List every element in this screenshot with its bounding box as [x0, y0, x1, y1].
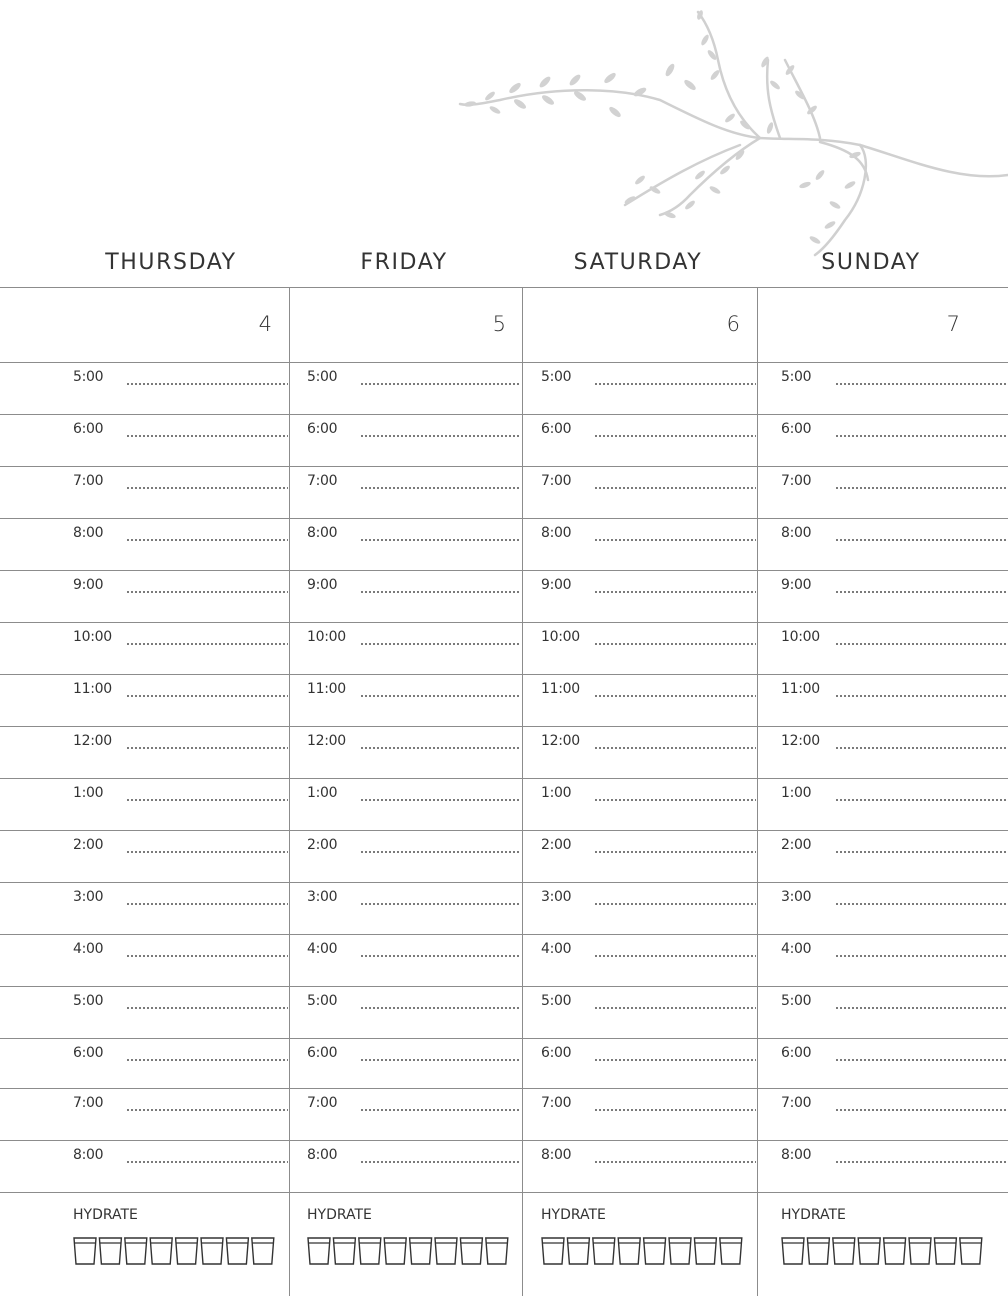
hydrate-label: HYDRATE [73, 1207, 138, 1223]
time-label: 6:00 [541, 421, 572, 437]
time-label: 7:00 [307, 1095, 338, 1111]
entry-line-saturday-2[interactable] [594, 487, 756, 489]
row-divider [0, 986, 1008, 987]
time-label: 9:00 [307, 577, 338, 593]
entry-line-friday-12[interactable] [360, 1007, 521, 1009]
entry-line-sunday-3[interactable] [835, 539, 1007, 541]
water-glass-icon[interactable] [333, 1238, 355, 1264]
entry-line-sunday-10[interactable] [835, 903, 1007, 905]
time-label: 12:00 [541, 733, 580, 749]
entry-line-saturday-11[interactable] [594, 955, 756, 957]
water-glass-icon[interactable] [593, 1238, 615, 1264]
entry-line-thursday-9[interactable] [126, 851, 288, 853]
entry-line-thursday-10[interactable] [126, 903, 288, 905]
water-glass-icon[interactable] [567, 1238, 589, 1264]
time-label: 8:00 [781, 1147, 812, 1163]
row-divider [0, 778, 1008, 779]
water-glass-icon[interactable] [150, 1238, 172, 1264]
date-number: 5 [492, 312, 506, 336]
entry-line-sunday-6[interactable] [835, 695, 1007, 697]
row-divider [0, 674, 1008, 675]
entry-line-thursday-5[interactable] [126, 643, 288, 645]
time-label: 3:00 [541, 889, 572, 905]
leafy-branch-illustration [0, 0, 1008, 260]
entry-line-sunday-4[interactable] [835, 591, 1007, 593]
entry-line-friday-10[interactable] [360, 903, 521, 905]
water-glass-icon[interactable] [435, 1238, 457, 1264]
date-number: 4 [258, 312, 272, 336]
water-glass-icon[interactable] [308, 1238, 330, 1264]
water-glass-icon[interactable] [720, 1238, 742, 1264]
entry-line-thursday-12[interactable] [126, 1007, 288, 1009]
entry-line-sunday-2[interactable] [835, 487, 1007, 489]
entry-line-saturday-15[interactable] [594, 1161, 756, 1163]
time-label: 4:00 [541, 941, 572, 957]
entry-line-sunday-11[interactable] [835, 955, 1007, 957]
entry-line-saturday-5[interactable] [594, 643, 756, 645]
entry-line-thursday-13[interactable] [126, 1059, 288, 1061]
entry-line-saturday-8[interactable] [594, 799, 756, 801]
time-label: 4:00 [73, 941, 104, 957]
entry-line-friday-11[interactable] [360, 955, 521, 957]
time-label: 6:00 [73, 421, 104, 437]
entry-line-sunday-8[interactable] [835, 799, 1007, 801]
time-label: 4:00 [307, 941, 338, 957]
entry-line-thursday-3[interactable] [126, 539, 288, 541]
time-label: 9:00 [73, 577, 104, 593]
time-label: 5:00 [781, 993, 812, 1009]
hydrate-cups [307, 1236, 509, 1266]
water-glass-icon[interactable] [807, 1238, 829, 1264]
hydrate-label: HYDRATE [541, 1207, 606, 1223]
entry-line-friday-0[interactable] [360, 383, 521, 385]
time-label: 1:00 [73, 785, 104, 801]
water-glass-icon[interactable] [74, 1238, 96, 1264]
entry-line-sunday-15[interactable] [835, 1161, 1007, 1163]
hydrate-label: HYDRATE [307, 1207, 372, 1223]
time-label: 5:00 [73, 369, 104, 385]
time-label: 3:00 [307, 889, 338, 905]
entry-line-thursday-1[interactable] [126, 435, 288, 437]
row-divider [0, 882, 1008, 883]
time-label: 10:00 [781, 629, 820, 645]
time-label: 8:00 [307, 525, 338, 541]
time-label: 6:00 [307, 1045, 338, 1061]
row-divider [0, 1140, 1008, 1141]
entry-line-thursday-11[interactable] [126, 955, 288, 957]
column-divider [522, 288, 523, 1296]
entry-line-thursday-15[interactable] [126, 1161, 288, 1163]
column-divider [757, 288, 758, 1296]
time-label: 12:00 [73, 733, 112, 749]
time-label: 8:00 [781, 525, 812, 541]
row-divider [0, 1038, 1008, 1039]
time-label: 3:00 [781, 889, 812, 905]
time-label: 1:00 [307, 785, 338, 801]
water-glass-icon[interactable] [782, 1238, 804, 1264]
day-name: THURSDAY [105, 250, 237, 275]
row-divider [0, 518, 1008, 519]
entry-line-sunday-1[interactable] [835, 435, 1007, 437]
time-label: 1:00 [781, 785, 812, 801]
time-label: 11:00 [307, 681, 346, 697]
time-label: 5:00 [781, 369, 812, 385]
water-glass-icon[interactable] [694, 1238, 716, 1264]
water-glass-icon[interactable] [486, 1238, 508, 1264]
day-name: SATURDAY [573, 250, 703, 275]
water-glass-icon[interactable] [226, 1238, 248, 1264]
entry-line-saturday-1[interactable] [594, 435, 756, 437]
water-glass-icon[interactable] [669, 1238, 691, 1264]
row-divider [0, 466, 1008, 467]
time-label: 6:00 [73, 1045, 104, 1061]
time-label: 5:00 [541, 993, 572, 1009]
entry-line-saturday-7[interactable] [594, 747, 756, 749]
column-divider [289, 288, 290, 1296]
entry-line-friday-3[interactable] [360, 539, 521, 541]
entry-line-friday-4[interactable] [360, 591, 521, 593]
water-glass-icon[interactable] [644, 1238, 666, 1264]
water-glass-icon[interactable] [858, 1238, 880, 1264]
time-label: 11:00 [73, 681, 112, 697]
time-label: 7:00 [73, 1095, 104, 1111]
time-label: 7:00 [781, 473, 812, 489]
water-glass-icon[interactable] [99, 1238, 121, 1264]
entry-line-friday-1[interactable] [360, 435, 521, 437]
time-label: 5:00 [541, 369, 572, 385]
entry-line-sunday-5[interactable] [835, 643, 1007, 645]
entry-line-thursday-0[interactable] [126, 383, 288, 385]
water-glass-icon[interactable] [909, 1238, 931, 1264]
row-divider [0, 414, 1008, 415]
row-divider [0, 1088, 1008, 1089]
water-glass-icon[interactable] [618, 1238, 640, 1264]
hydrate-cups [73, 1236, 275, 1266]
time-label: 2:00 [781, 837, 812, 853]
entry-line-sunday-14[interactable] [835, 1109, 1007, 1111]
time-label: 6:00 [307, 421, 338, 437]
time-label: 7:00 [73, 473, 104, 489]
time-label: 12:00 [781, 733, 820, 749]
entry-line-sunday-12[interactable] [835, 1007, 1007, 1009]
entry-line-sunday-7[interactable] [835, 747, 1007, 749]
time-label: 2:00 [73, 837, 104, 853]
time-label: 2:00 [307, 837, 338, 853]
entry-line-saturday-0[interactable] [594, 383, 756, 385]
time-label: 1:00 [541, 785, 572, 801]
entry-line-friday-14[interactable] [360, 1109, 521, 1111]
row-divider [0, 726, 1008, 727]
entry-line-thursday-8[interactable] [126, 799, 288, 801]
water-glass-icon[interactable] [125, 1238, 147, 1264]
entry-line-thursday-7[interactable] [126, 747, 288, 749]
hydrate-cups [541, 1236, 743, 1266]
entry-line-friday-5[interactable] [360, 643, 521, 645]
entry-line-thursday-2[interactable] [126, 487, 288, 489]
hydrate-cups [781, 1236, 983, 1266]
entry-line-saturday-12[interactable] [594, 1007, 756, 1009]
time-label: 5:00 [307, 993, 338, 1009]
time-label: 9:00 [781, 577, 812, 593]
time-label: 5:00 [307, 369, 338, 385]
entry-line-friday-15[interactable] [360, 1161, 521, 1163]
time-label: 8:00 [73, 525, 104, 541]
row-divider [0, 362, 1008, 363]
water-glass-icon[interactable] [884, 1238, 906, 1264]
time-label: 6:00 [541, 1045, 572, 1061]
time-label: 8:00 [73, 1147, 104, 1163]
row-divider [0, 622, 1008, 623]
water-glass-icon[interactable] [359, 1238, 381, 1264]
water-glass-icon[interactable] [960, 1238, 982, 1264]
water-glass-icon[interactable] [460, 1238, 482, 1264]
row-divider [0, 1192, 1008, 1193]
entry-line-thursday-6[interactable] [126, 695, 288, 697]
entry-line-saturday-6[interactable] [594, 695, 756, 697]
time-label: 11:00 [781, 681, 820, 697]
entry-line-saturday-14[interactable] [594, 1109, 756, 1111]
entry-line-thursday-4[interactable] [126, 591, 288, 593]
time-label: 9:00 [541, 577, 572, 593]
entry-line-saturday-13[interactable] [594, 1059, 756, 1061]
time-label: 12:00 [307, 733, 346, 749]
time-label: 8:00 [541, 525, 572, 541]
time-label: 7:00 [541, 473, 572, 489]
row-divider [0, 934, 1008, 935]
date-number: 7 [946, 312, 960, 336]
time-label: 6:00 [781, 421, 812, 437]
date-number: 6 [726, 312, 740, 336]
time-label: 10:00 [307, 629, 346, 645]
entry-line-friday-6[interactable] [360, 695, 521, 697]
entry-line-friday-13[interactable] [360, 1059, 521, 1061]
water-glass-icon[interactable] [384, 1238, 406, 1264]
water-glass-icon[interactable] [934, 1238, 956, 1264]
time-label: 5:00 [73, 993, 104, 1009]
water-glass-icon[interactable] [201, 1238, 223, 1264]
time-label: 3:00 [73, 889, 104, 905]
entry-line-friday-2[interactable] [360, 487, 521, 489]
entry-line-sunday-9[interactable] [835, 851, 1007, 853]
header-divider [0, 287, 1008, 288]
water-glass-icon[interactable] [833, 1238, 855, 1264]
entry-line-saturday-9[interactable] [594, 851, 756, 853]
day-name: SUNDAY [821, 250, 921, 275]
time-label: 6:00 [781, 1045, 812, 1061]
water-glass-icon[interactable] [176, 1238, 198, 1264]
time-label: 8:00 [541, 1147, 572, 1163]
time-label: 7:00 [307, 473, 338, 489]
hydrate-label: HYDRATE [781, 1207, 846, 1223]
row-divider [0, 830, 1008, 831]
entry-line-sunday-13[interactable] [835, 1059, 1007, 1061]
time-label: 4:00 [781, 941, 812, 957]
entry-line-friday-9[interactable] [360, 851, 521, 853]
water-glass-icon[interactable] [252, 1238, 274, 1264]
time-label: 7:00 [781, 1095, 812, 1111]
water-glass-icon[interactable] [542, 1238, 564, 1264]
entry-line-friday-8[interactable] [360, 799, 521, 801]
entry-line-sunday-0[interactable] [835, 383, 1007, 385]
time-label: 8:00 [307, 1147, 338, 1163]
water-glass-icon[interactable] [410, 1238, 432, 1264]
time-label: 11:00 [541, 681, 580, 697]
entry-line-saturday-10[interactable] [594, 903, 756, 905]
time-label: 10:00 [73, 629, 112, 645]
time-label: 7:00 [541, 1095, 572, 1111]
time-label: 10:00 [541, 629, 580, 645]
entry-line-saturday-3[interactable] [594, 539, 756, 541]
entry-line-friday-7[interactable] [360, 747, 521, 749]
entry-line-thursday-14[interactable] [126, 1109, 288, 1111]
row-divider [0, 570, 1008, 571]
day-name: FRIDAY [360, 250, 448, 275]
time-label: 2:00 [541, 837, 572, 853]
entry-line-saturday-4[interactable] [594, 591, 756, 593]
